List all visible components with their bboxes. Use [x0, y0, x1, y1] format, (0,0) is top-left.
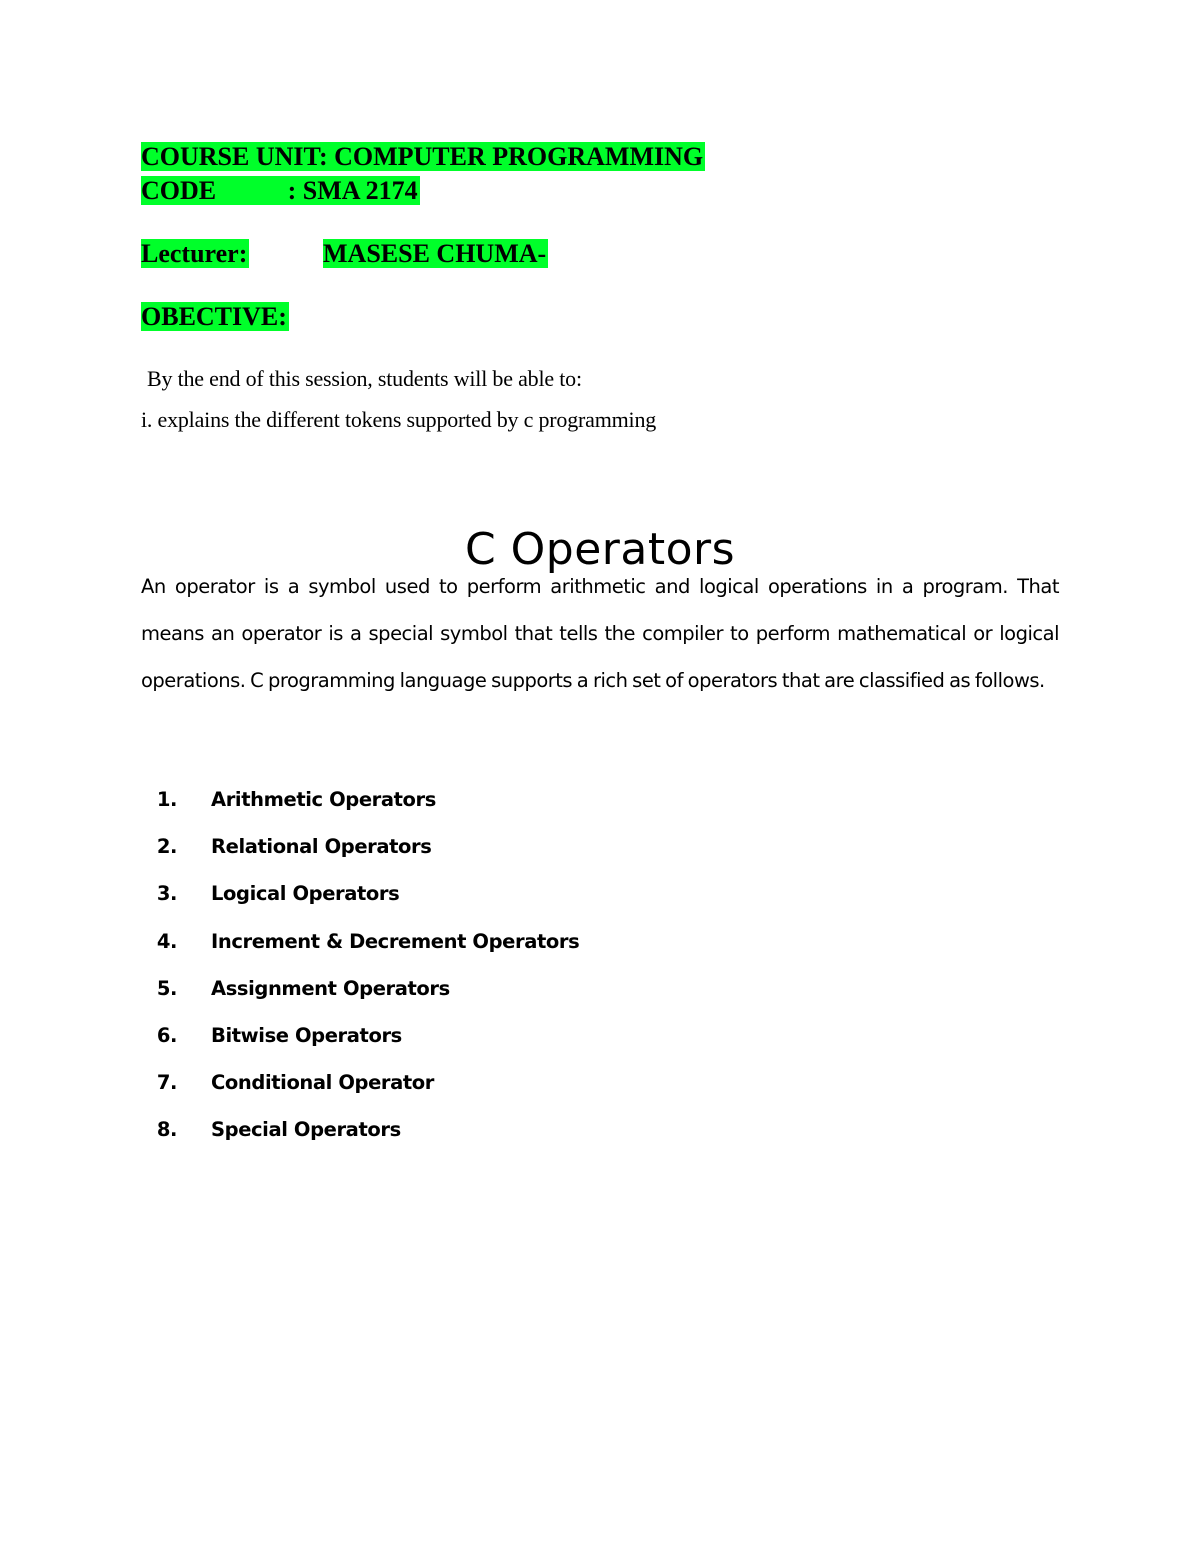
section-title: C Operators: [464, 524, 736, 576]
list-item: [141, 780, 579, 827]
course-code-text: CODE : SMA 2174: [141, 176, 418, 205]
course-unit-heading: [141, 140, 705, 174]
lecturer-name-line: [323, 237, 548, 271]
list-item: [141, 827, 579, 874]
lecturer-label: Lecturer:: [141, 239, 248, 268]
list-label: Relational Operators: [211, 835, 432, 859]
lecturer-label-line: [141, 237, 249, 271]
list-number: 6.: [156, 1023, 177, 1047]
list-number: 5.: [156, 976, 177, 1000]
list-item: [141, 1110, 579, 1157]
list-label: Conditional Operator: [211, 1071, 435, 1095]
list-item: [141, 1016, 579, 1063]
list-item: [141, 874, 579, 921]
lecturer-name: MASESE CHUMA-: [323, 239, 547, 268]
list-number: 8.: [156, 1118, 177, 1142]
list-number: 3.: [156, 882, 177, 906]
list-number: 2.: [156, 835, 177, 859]
list-number: 1.: [156, 788, 177, 811]
list-label: Special Operators: [211, 1118, 401, 1142]
list-item: [141, 1063, 579, 1110]
course-code-heading: [141, 174, 420, 208]
objective-label: OBECTIVE:: [141, 302, 287, 331]
list-number: 7.: [156, 1071, 177, 1095]
operators-list: [141, 780, 579, 1158]
list-item: [141, 969, 579, 1016]
objective-intro: By the end of this session, students will be able to:: [147, 366, 582, 391]
course-unit-text: COURSE UNIT: COMPUTER PROGRAMMING: [141, 142, 704, 171]
list-number: 4.: [156, 929, 177, 953]
objective-item: i. explains the different tokens supported by c programming: [141, 407, 657, 432]
objective-heading: [141, 300, 289, 334]
list-label: Logical Operators: [211, 882, 400, 906]
list-label: Increment & Decrement Operators: [211, 929, 580, 953]
list-label: Assignment Operators: [211, 976, 450, 1000]
intro-paragraph: An operator is a symbol used to perform arithmetic and logical operations in a program. That means an operator is a special symbol that tells the compiler to perform mathematical or logical operations. C programming language supports a rich set of operators that are classified as follows.: [141, 575, 1059, 692]
list-item: [141, 922, 579, 969]
list-label: Bitwise Operators: [211, 1023, 402, 1047]
list-label: Arithmetic Operators: [211, 788, 436, 811]
